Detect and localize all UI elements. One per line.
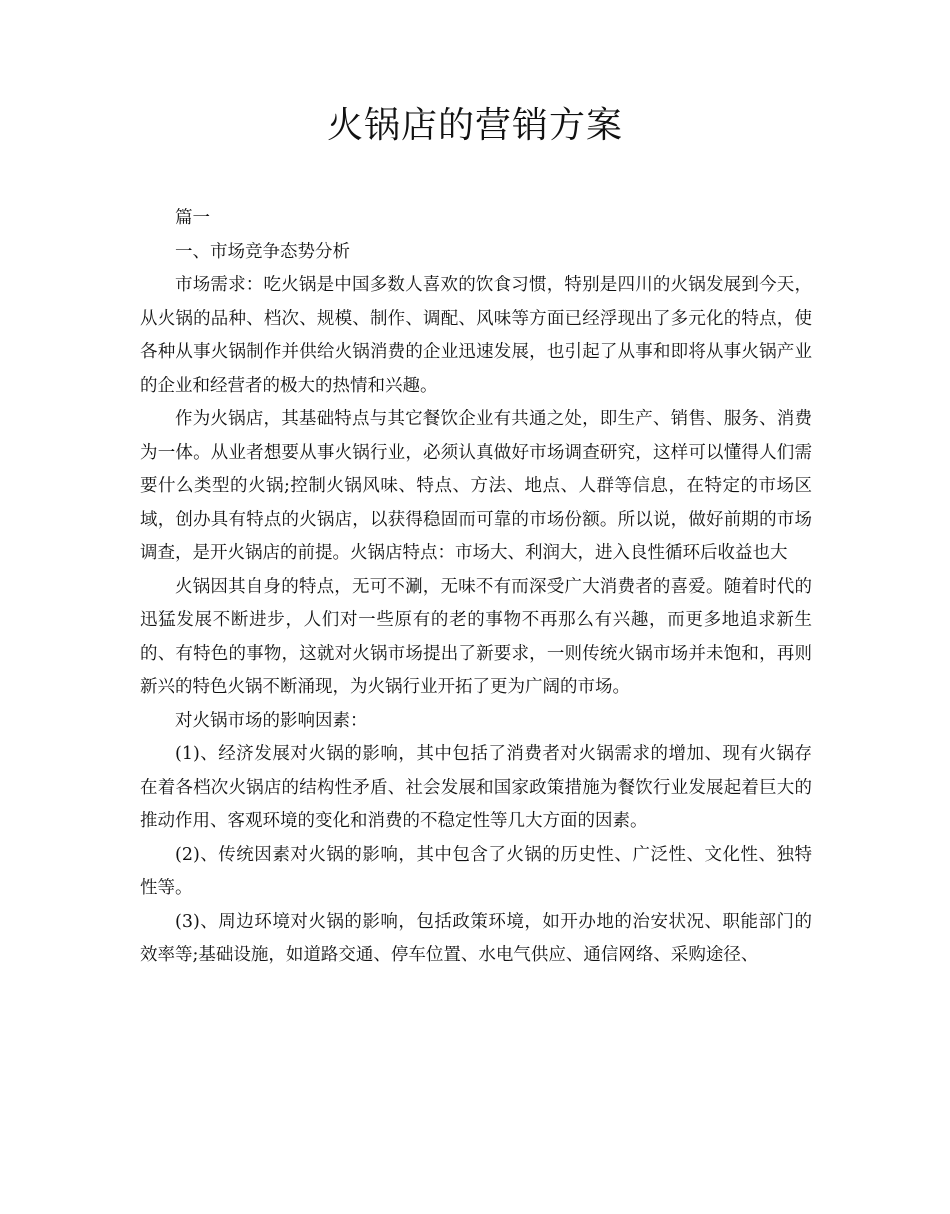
paragraph-factor-environment: (3)、周边环境对火锅的影响，包括政策环境，如开办地的治安状况、职能部门的效率等;基础设施，如道路交通、停车位置、水电气供应、通信网络、采购途径、 [140,911,812,965]
paragraph-market-demand: 市场需求：吃火锅是中国多数人喜欢的饮食习惯，特别是四川的火锅发展到今天，从火锅的品种、档次、规模、制作、调配、风味等方面已经浮现出了多元化的特点，使各种从事火锅制作并供给火锅消费的企业迅速发展，也引起了从事和即将从事火锅产业的企业和经营者的极大的热情和兴趣。 [140,275,812,396]
paragraph-factor-tradition: (2)、传统因素对火锅的影响，其中包含了火锅的历史性、广泛性、文化性、独特性等。 [140,844,812,898]
section-heading: 一、市场竞争态势分析 [175,241,350,262]
section-label: 篇一 [175,208,210,228]
paragraph-influencing-factors: 对火锅市场的影响因素： [175,710,368,731]
paragraph-hotpot-popularity: 火锅因其自身的特点，无可不涮，无味不有而深受广大消费者的喜爱。随着时代的迅猛发展不断进步，人们对一些原有的老的事物不再那么有兴趣，而更多地追求新生的、有特色的事物，这就对火锅市场提出了新要求，一则传统火锅市场并未饱和，再则新兴的特色火锅不断涌现，为火锅行业开拓了更为广阔的市场。 [140,576,812,697]
paragraph-factor-economy: (1)、经济发展对火锅的影响，其中包括了消费者对火锅需求的增加、现有火锅存在着各档次火锅店的结构性矛盾、社会发展和国家政策措施为餐饮行业发展起着巨大的推动作用、客观环境的变化和消费的不稳定性等几大方面的因素。 [140,744,812,831]
paragraph-hotpot-store-features: 作为火锅店，其基础特点与其它餐饮企业有共通之处，即生产、销售、服务、消费为一体。从业者想要从事火锅行业，必须认真做好市场调查研究，这样可以懂得人们需要什么类型的火锅;控制火锅风味、特点、方法、地点、人群等信息，在特定的市场区域，创办具有特点的火锅店，以获得稳固而可靠的市场份额。所以说，做好前期的市场调查，是开火锅店的前提。火锅店特点：市场大、利润大，进入良性循环后收益也大 [140,409,812,563]
document-body [140,202,812,973]
document-title: 火锅店的营销方案 [326,105,623,146]
